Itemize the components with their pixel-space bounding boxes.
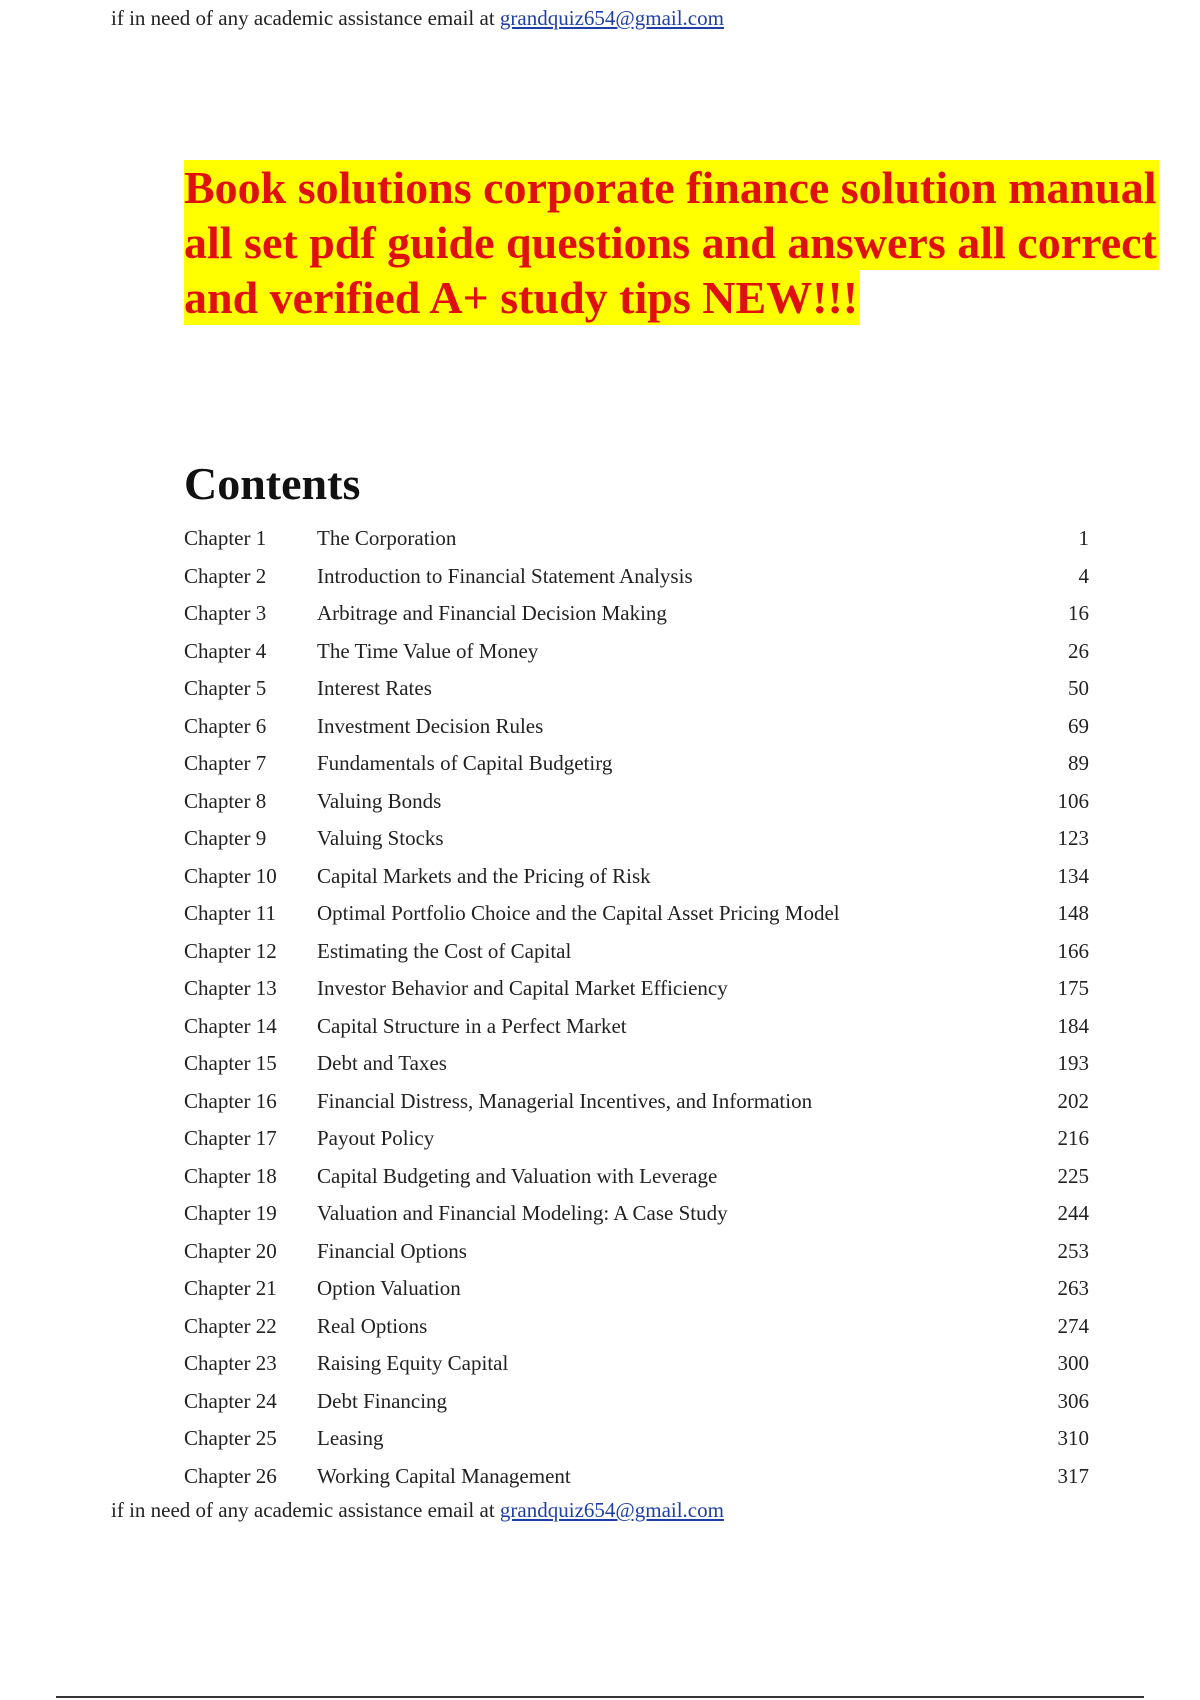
toc-chapter-number: Chapter 3 xyxy=(184,601,267,625)
toc-page-number: 1 xyxy=(1078,526,1089,550)
toc-page-number: 50 xyxy=(1068,676,1089,700)
footer-divider xyxy=(56,1696,1144,1698)
toc-row[interactable] xyxy=(184,1308,1089,1346)
toc-page-number: 123 xyxy=(1057,826,1089,850)
toc-page-number: 274 xyxy=(1057,1313,1089,1338)
toc-row[interactable] xyxy=(184,820,1089,858)
toc-page-number: 193 xyxy=(1057,1051,1089,1075)
toc-chapter-number: Chapter 14 xyxy=(184,1013,277,1038)
toc-chapter-number: Chapter 19 xyxy=(184,1201,277,1225)
toc-page-number: 4 xyxy=(1078,563,1089,588)
title-line-1: Book solutions corporate finance solution manual xyxy=(184,162,1157,213)
footer-email-link[interactable]: grandquiz654@gmail.com xyxy=(499,1498,724,1522)
toc-chapter-title: Optimal Portfolio Choice and the Capital Asset Pricing Model xyxy=(317,901,840,925)
toc-row[interactable] xyxy=(184,1383,1089,1421)
toc-chapter-title: Leasing xyxy=(317,1426,384,1450)
toc-row[interactable] xyxy=(184,633,1089,671)
toc-row[interactable] xyxy=(184,1008,1089,1046)
toc-page-number: 244 xyxy=(1057,1201,1089,1225)
toc-page-number: 300 xyxy=(1057,1351,1089,1375)
toc-chapter-number: Chapter 11 xyxy=(184,901,276,925)
toc-chapter-number: Chapter 20 xyxy=(184,1238,277,1263)
toc-row[interactable] xyxy=(184,783,1089,821)
toc-chapter-number: Chapter 13 xyxy=(184,976,277,1000)
toc-page-number: 16 xyxy=(1068,601,1089,625)
toc-row[interactable] xyxy=(184,1233,1089,1271)
toc-chapter-title: Financial Options xyxy=(317,1238,467,1263)
toc-chapter-number: Chapter 1 xyxy=(184,526,267,550)
toc-chapter-number: Chapter 4 xyxy=(184,638,267,663)
toc-chapter-number: Chapter 18 xyxy=(184,1163,277,1188)
toc-row[interactable] xyxy=(184,1045,1089,1083)
toc-chapter-title: Valuing Bonds xyxy=(317,788,442,813)
toc-row[interactable] xyxy=(184,595,1089,633)
toc-chapter-title: Option Valuation xyxy=(317,1276,461,1300)
toc-chapter-number: Chapter 10 xyxy=(184,863,277,888)
header-notice-text: if in need of any academic assistance email at xyxy=(111,6,500,30)
toc-chapter-number: Chapter 15 xyxy=(184,1051,277,1075)
toc-row[interactable] xyxy=(184,670,1089,708)
toc-chapter-number: Chapter 16 xyxy=(184,1088,277,1113)
toc-row[interactable] xyxy=(184,520,1089,558)
toc-page-number: 216 xyxy=(1057,1126,1089,1150)
toc-chapter-number: Chapter 7 xyxy=(184,751,267,775)
toc-chapter-number: Chapter 12 xyxy=(184,938,277,963)
toc-page-number: 166 xyxy=(1057,938,1089,963)
toc-row[interactable] xyxy=(184,970,1089,1008)
toc-row[interactable] xyxy=(184,1345,1089,1383)
toc-row[interactable] xyxy=(184,745,1089,783)
table-of-contents xyxy=(184,520,1089,1495)
toc-chapter-title: Introduction to Financial Statement Analysis xyxy=(317,563,693,588)
header-email-link[interactable]: grandquiz654@gmail.com xyxy=(499,6,724,30)
toc-chapter-number: Chapter 25 xyxy=(184,1426,277,1450)
toc-chapter-number: Chapter 21 xyxy=(184,1276,277,1300)
toc-row[interactable] xyxy=(184,858,1089,896)
toc-page-number: 253 xyxy=(1057,1238,1089,1263)
toc-chapter-title: Fundamentals of Capital Budgetirg xyxy=(317,751,613,775)
toc-chapter-number: Chapter 17 xyxy=(184,1126,277,1150)
contents-heading: Contents xyxy=(184,458,361,509)
toc-page-number: 89 xyxy=(1068,751,1089,775)
toc-chapter-title: Capital Structure in a Perfect Market xyxy=(317,1013,627,1038)
toc-chapter-number: Chapter 5 xyxy=(184,676,267,700)
toc-chapter-number: Chapter 23 xyxy=(184,1351,277,1375)
toc-page-number: 306 xyxy=(1057,1388,1089,1413)
toc-chapter-number: Chapter 24 xyxy=(184,1388,277,1413)
toc-chapter-title: Capital Budgeting and Valuation with Leverage xyxy=(317,1163,718,1188)
toc-chapter-number: Chapter 22 xyxy=(184,1313,277,1338)
toc-chapter-title: Estimating the Cost of Capital xyxy=(317,938,572,963)
toc-row[interactable] xyxy=(184,1083,1089,1121)
toc-row[interactable] xyxy=(184,1120,1089,1158)
toc-row[interactable] xyxy=(184,895,1089,933)
toc-page-number: 175 xyxy=(1057,976,1089,1000)
toc-chapter-title: Valuation and Financial Modeling: A Case Study xyxy=(317,1201,728,1225)
toc-page-number: 106 xyxy=(1057,788,1089,813)
toc-row[interactable] xyxy=(184,1270,1089,1308)
toc-chapter-title: Working Capital Management xyxy=(317,1463,571,1488)
toc-page-number: 202 xyxy=(1057,1088,1089,1113)
toc-page-number: 225 xyxy=(1057,1163,1089,1188)
toc-chapter-title: Debt Financing xyxy=(317,1388,448,1413)
toc-chapter-title: The Corporation xyxy=(317,526,457,550)
toc-chapter-title: Debt and Taxes xyxy=(317,1051,447,1075)
toc-page-number: 317 xyxy=(1057,1463,1089,1488)
document-title xyxy=(184,160,1200,325)
toc-chapter-title: Investment Decision Rules xyxy=(317,713,544,738)
toc-page-number: 134 xyxy=(1057,863,1089,888)
toc-chapter-title: Raising Equity Capital xyxy=(317,1351,509,1375)
toc-chapter-title: Capital Markets and the Pricing of Risk xyxy=(317,863,651,888)
toc-chapter-title: Real Options xyxy=(317,1313,428,1338)
toc-page-number: 148 xyxy=(1057,901,1089,925)
toc-page-number: 26 xyxy=(1068,638,1089,663)
toc-chapter-number: Chapter 2 xyxy=(184,563,267,588)
toc-chapter-title: Financial Distress, Managerial Incentives, and Information xyxy=(317,1088,813,1113)
footer-notice-text: if in need of any academic assistance email at xyxy=(111,1498,500,1522)
toc-page-number: 310 xyxy=(1057,1426,1089,1450)
footer-notice xyxy=(111,1497,724,1523)
toc-row[interactable] xyxy=(184,1420,1089,1458)
toc-page-number: 184 xyxy=(1057,1013,1089,1038)
toc-chapter-number: Chapter 8 xyxy=(184,788,267,813)
toc-row[interactable] xyxy=(184,1195,1089,1233)
header-notice xyxy=(111,5,724,31)
toc-chapter-title: Payout Policy xyxy=(317,1126,435,1150)
toc-row[interactable] xyxy=(184,1458,1089,1496)
toc-chapter-title: Arbitrage and Financial Decision Making xyxy=(317,601,667,625)
title-line-2: all set pdf guide questions and answers all correct xyxy=(184,217,1157,268)
toc-row[interactable] xyxy=(184,558,1089,596)
toc-chapter-title: Valuing Stocks xyxy=(317,826,444,850)
toc-row[interactable] xyxy=(184,933,1089,971)
title-line-3: and verified A+ study tips NEW!!! xyxy=(184,272,859,323)
toc-chapter-number: Chapter 9 xyxy=(184,826,267,850)
toc-chapter-title: Investor Behavior and Capital Market Efficiency xyxy=(317,976,728,1000)
toc-chapter-number: Chapter 26 xyxy=(184,1463,277,1488)
toc-row[interactable] xyxy=(184,1158,1089,1196)
toc-page-number: 263 xyxy=(1057,1276,1089,1300)
toc-chapter-title: Interest Rates xyxy=(317,676,432,700)
toc-row[interactable] xyxy=(184,708,1089,746)
toc-chapter-title: The Time Value of Money xyxy=(317,638,539,663)
toc-page-number: 69 xyxy=(1068,713,1089,738)
toc-chapter-number: Chapter 6 xyxy=(184,713,267,738)
